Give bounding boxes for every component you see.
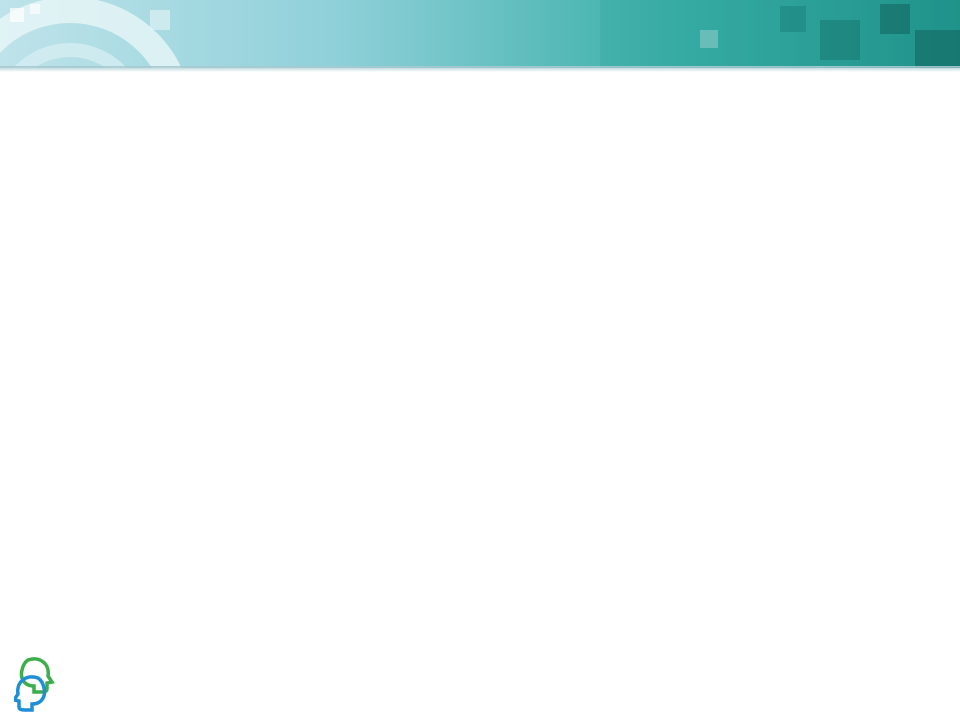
header-banner bbox=[0, 0, 960, 68]
two-heads-logo-icon bbox=[14, 656, 56, 712]
banner-graphic bbox=[0, 0, 960, 68]
process-bar bbox=[118, 636, 858, 712]
banner-shadow bbox=[0, 66, 960, 72]
